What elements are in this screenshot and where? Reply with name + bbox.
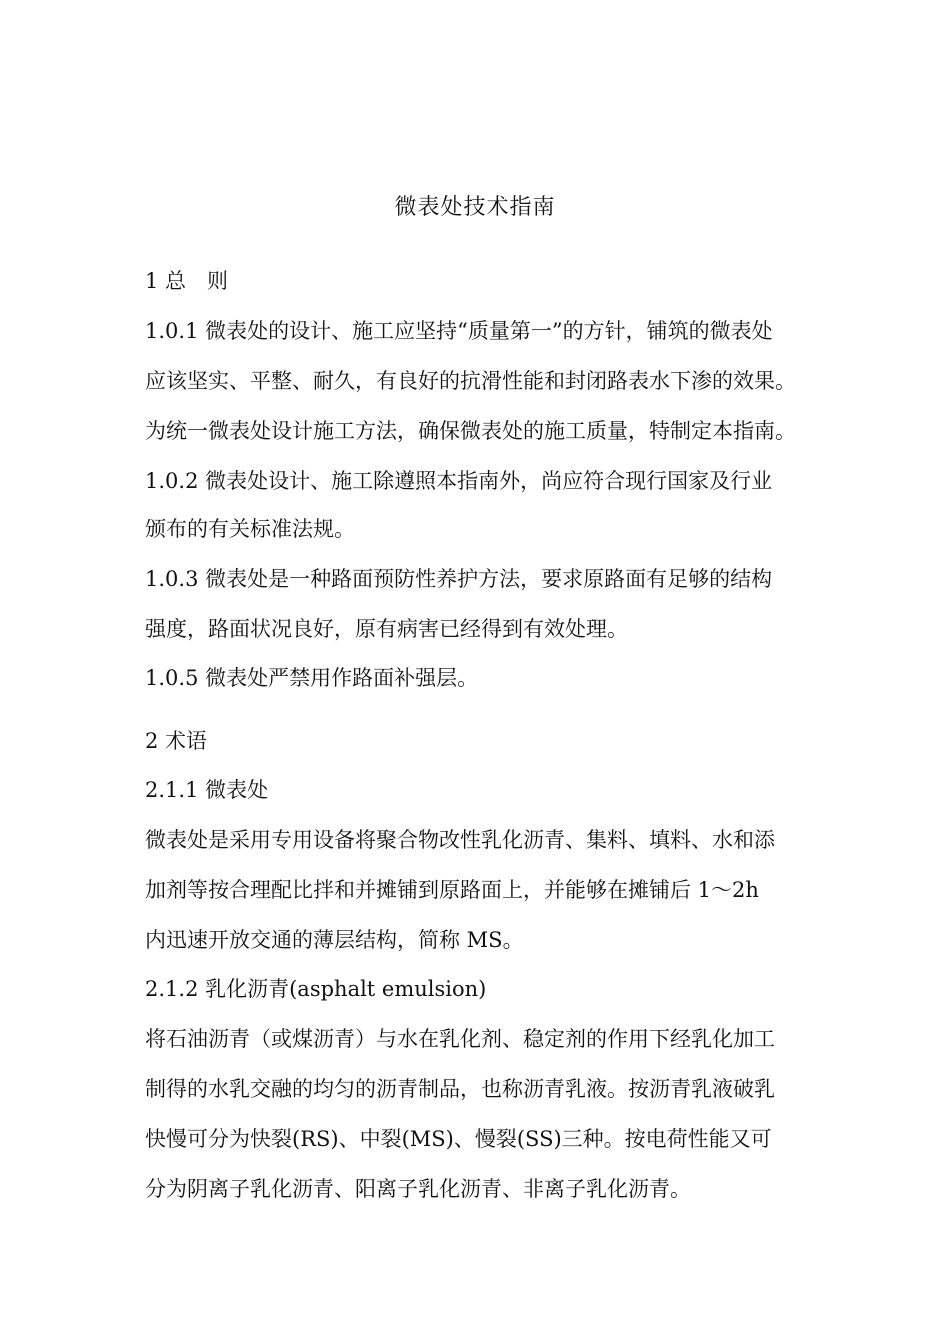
paragraph-1-0-1-line-2: 应该坚实、平整、耐久，有良好的抗滑性能和封闭路表水下渗的效果。 bbox=[145, 369, 796, 393]
section-heading-general: 1 总 则 bbox=[145, 269, 229, 293]
paragraph-2-1-2-line-4: 分为阴离子乳化沥青、阳离子乳化沥青、非离子乳化沥青。 bbox=[145, 1177, 691, 1201]
paragraph-1-0-3-line-2: 强度，路面状况良好，原有病害已经得到有效处理。 bbox=[145, 617, 628, 641]
paragraph-2-1-2-line-3: 快慢可分为快裂(RS)、中裂(MS)、慢裂(SS)三种。按电荷性能又可 bbox=[145, 1127, 772, 1151]
paragraph-2-1-2-line-2: 制得的水乳交融的均匀的沥青制品，也称沥青乳液。按沥青乳液破乳 bbox=[145, 1077, 775, 1101]
paragraph-1-0-2-line-2: 颁布的有关标准法规。 bbox=[145, 517, 355, 541]
paragraph-2-1-1-line-2: 加剂等按合理配比拌和并摊铺到原路面上，并能够在摊铺后 1～2h bbox=[145, 878, 759, 902]
paragraph-1-0-3-line-1: 1.0.3 微表处是一种路面预防性养护方法，要求原路面有足够的结构 bbox=[145, 567, 773, 591]
paragraph-2-1-1-line-1: 微表处是采用专用设备将聚合物改性乳化沥青、集料、填料、水和添 bbox=[145, 828, 775, 852]
paragraph-1-0-5: 1.0.5 微表处严禁用作路面补强层。 bbox=[145, 666, 479, 690]
paragraph-1-0-1-line-3: 为统一微表处设计施工方法，确保微表处的施工质量，特制定本指南。 bbox=[145, 419, 796, 443]
document-title: 微表处技术指南 bbox=[394, 195, 556, 220]
subheading-2-1-1: 2.1.1 微表处 bbox=[145, 778, 269, 802]
subheading-2-1-2: 2.1.2 乳化沥青(asphalt emulsion) bbox=[145, 977, 487, 1001]
paragraph-1-0-2-line-1: 1.0.2 微表处设计、施工除遵照本指南外，尚应符合现行国家及行业 bbox=[145, 469, 773, 493]
paragraph-1-0-1-line-1: 1.0.1 微表处的设计、施工应坚持“质量第一”的方针，铺筑的微表处 bbox=[145, 319, 773, 343]
paragraph-2-1-2-line-1: 将石油沥青（或煤沥青）与水在乳化剂、稳定剂的作用下经乳化加工 bbox=[145, 1027, 775, 1051]
paragraph-2-1-1-line-3: 内迅速开放交通的薄层结构，简称 MS。 bbox=[145, 928, 524, 952]
section-heading-terms: 2 术语 bbox=[145, 729, 208, 753]
